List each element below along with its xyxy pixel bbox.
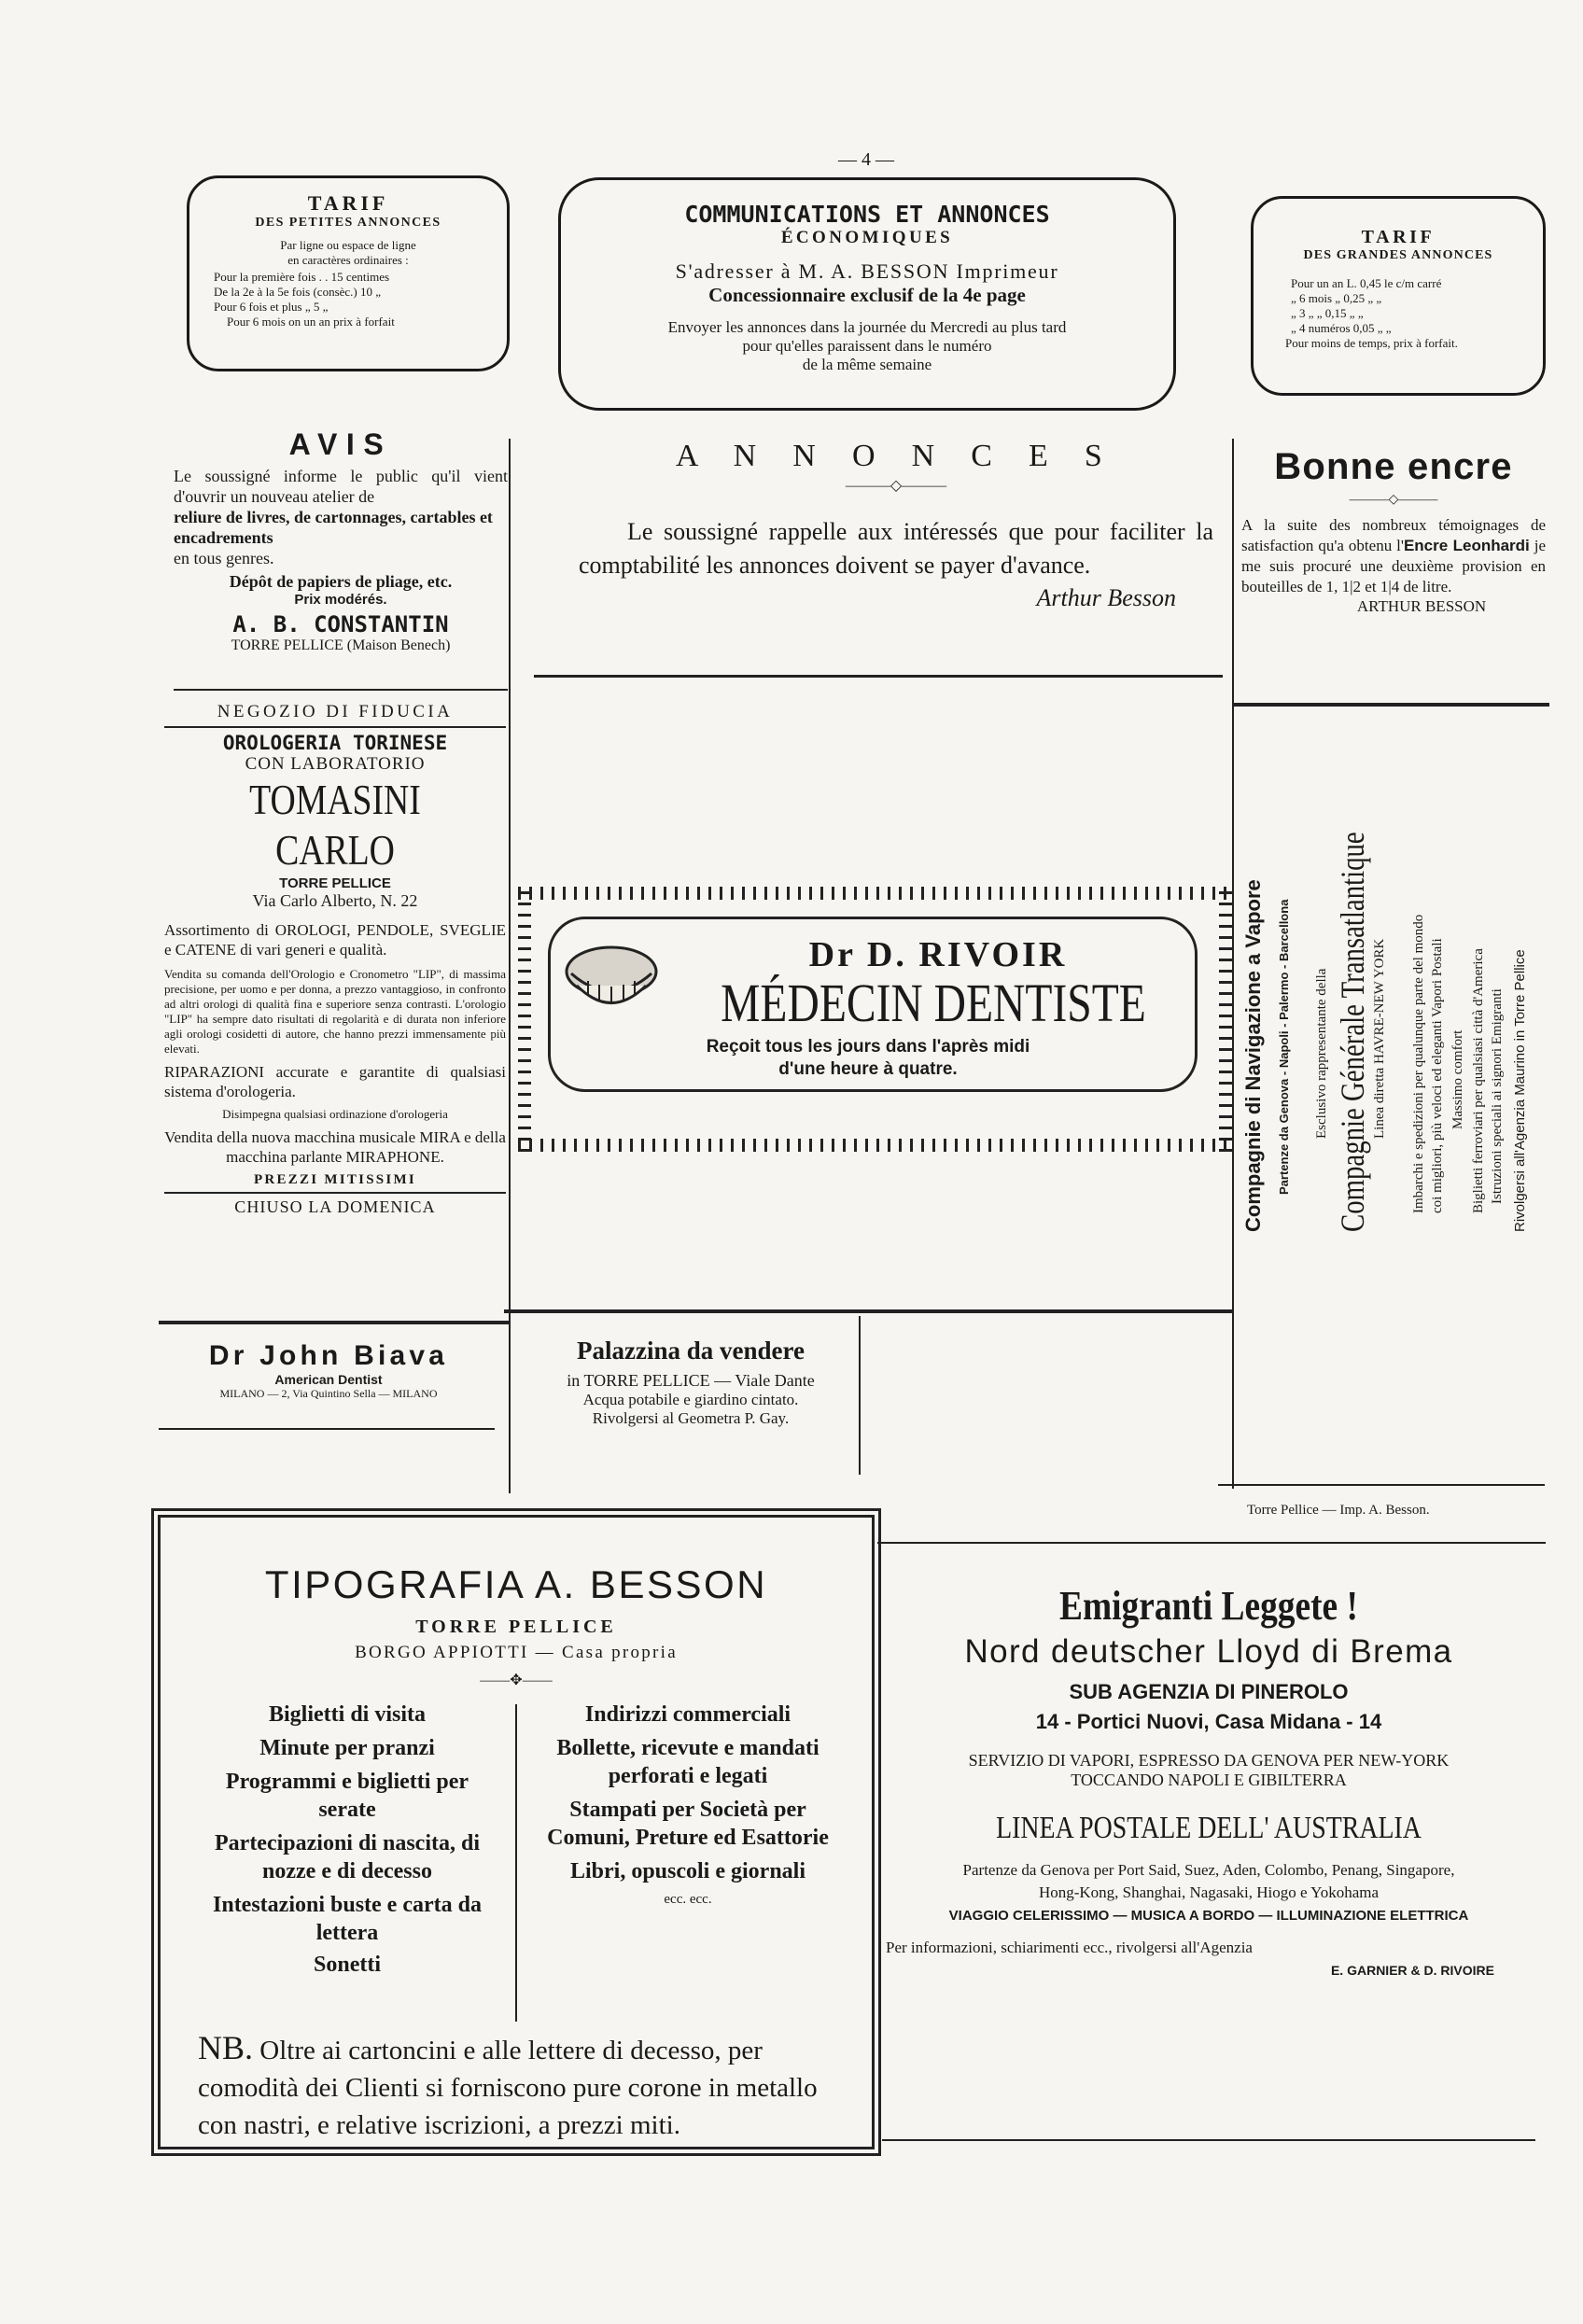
palazzina-title: Palazzina da vendere: [577, 1337, 805, 1365]
bonne-encre-brand: Encre Leonhardi: [1403, 537, 1530, 554]
divider-biava: [159, 1321, 510, 1324]
tipografia-divider: [515, 1704, 517, 2022]
emigranti-line3: 14 - Portici Nuovi, Casa Midana - 14: [1035, 1710, 1382, 1733]
orologeria-chiuso: CHIUSO LA DOMENICA: [234, 1197, 436, 1216]
orologeria-p5: Vendita della nuova macchina musicale MIRA e della macchina parlante MIRAPHONE.: [164, 1128, 506, 1166]
nav-col4: Compagnie Générale Transatlantique: [1334, 832, 1371, 1232]
tipografia-left: [198, 1701, 497, 1979]
palazzina-line3: Rivolgersi al Geometra P. Gay.: [592, 1409, 790, 1427]
tip-nb-text: Oltre ai cartoncini e alle lettere di decesso, per comodità dei Clienti si forniscono pure corone in metallo con nastri, e relative iscrizioni, a prezzi miti.: [198, 2036, 818, 2140]
tarif-grandes-row3: „ 3 „ „ 0,15 „ „: [1291, 306, 1364, 320]
communications-line3: Envoyer les annonces dans la journée du Mercredi au plus tard: [667, 318, 1067, 336]
orologeria-address: Via Carlo Alberto, N. 22: [252, 891, 418, 910]
palazzina-line2: Acqua potabile e giardino cintato.: [582, 1391, 799, 1408]
tip-nb-label: NB.: [198, 2029, 254, 2066]
rivoir-title: MÉDECIN DENTISTE: [721, 973, 1146, 1033]
tip-left2: Minute per pranzi: [259, 1736, 435, 1760]
nav-col2: Partenze da Genova - Napoli - Palermo - Barcellona: [1277, 899, 1291, 1195]
orologeria-name: OROLOGERIA TORINESE: [222, 732, 448, 754]
nav-col1: Compagnie di Navigazione a Vapore: [1241, 879, 1265, 1232]
nav-col7: coi migliori, più veloci ed eleganti Vapori Postali: [1430, 938, 1445, 1213]
orologeria-p2: Vendita su comanda dell'Orologio e Cronometro "LIP", di massima precisione, per uomo e per donna, a prezzo vantaggioso, in confronto ad altri orologi di qualità fina e superiore senza contrasti. L'orologio "LIP" ha sempre dato risultati di regolarità e di durata non inferiore agli orologi cosidetti di autore, che hanno prezzi immensamente più elevati.: [164, 967, 506, 1056]
tarif-grandes-row1: Pour un an L. 0,45 le c/m carré: [1291, 276, 1442, 290]
tarif-petites-box: [187, 175, 510, 371]
avis-text2: reliure de livres, de cartonnages, cartables et encadrements: [174, 508, 493, 547]
nav-col5: Linea diretta HAVRE-NEW YORK: [1372, 938, 1387, 1139]
communications-line2: Concessionnaire exclusif de la 4e page: [708, 284, 1026, 306]
bonne-encre-ad: [1241, 446, 1546, 616]
tip-left5: Intestazioni buste e carta da lettera: [213, 1893, 482, 1945]
annonces-title: A N N O N C E S: [675, 439, 1117, 473]
divider-annonces: [534, 675, 1223, 678]
orologeria-top: NEGOZIO DI FIDUCIA: [217, 702, 454, 721]
nav-col10: Istruzioni speciali ai signori Emigranti: [1490, 988, 1505, 1204]
orologeria-rule: [164, 726, 506, 728]
nav-col6: Imbarchi e spedizioni per qualunque parte del mondo: [1411, 914, 1426, 1213]
tarif-petites-line2: en caractères ordinaires :: [287, 253, 409, 267]
tip-right1: Indirizzi commerciali: [584, 1702, 792, 1727]
emigranti-line2: SUB AGENZIA DI PINEROLO: [1069, 1680, 1349, 1703]
divider-bonne-encre: [1232, 703, 1549, 707]
bonne-encre-text2: je me suis procuré une deuxième provision en bouteilles de 1, 1|2 et 1|4 de litre.: [1241, 537, 1546, 595]
avis-text4: Dépôt de papiers de pliage, etc.: [229, 572, 453, 591]
greek-key-bottom: [518, 1139, 1232, 1152]
nav-col8: Massimo comfort: [1450, 1029, 1465, 1129]
orologeria-city: TORRE PELLICE: [279, 875, 391, 891]
emigranti-line10: Per informazioni, schiarimenti ecc., rivolgersi all'Agenzia: [886, 1939, 1253, 1956]
orologeria-sub: CON LABORATORIO: [245, 754, 426, 774]
navigazione-ad: [1232, 737, 1549, 1241]
avis-title: AVIS: [288, 427, 393, 461]
emigranti-line5: TOCCANDO NAPOLI E GIBILTERRA: [1071, 1771, 1347, 1789]
bonne-encre-title: Bonne encre: [1274, 446, 1513, 487]
tipografia-right: [534, 1701, 842, 1913]
annonces-text: Le soussigné rappelle aux intéressés que pour faciliter la comptabilité les annonces doivent se payer d'avance.: [579, 518, 1213, 579]
rivoir-name: Dr D. RIVOIR: [808, 935, 1068, 974]
palazzina-line1: in TORRE PELLICE — Viale Dante: [567, 1371, 815, 1390]
bonne-encre-text1: A la suite des nombreux témoignages de satisfaction qu'a obtenu l': [1241, 516, 1546, 554]
tarif-petites-subtitle: DES PETITES ANNONCES: [255, 216, 441, 230]
tarif-grandes-row5: Pour moins de temps, prix à forfait.: [1285, 336, 1458, 350]
orologeria-prezzi: PREZZI MITISSIMI: [254, 1172, 416, 1187]
emigranti-line9: VIAGGIO CELERISSIMO — MUSICA A BORDO — ILLUMINAZIONE ELETTRICA: [948, 1908, 1469, 1924]
column-rule-left: [509, 439, 511, 1493]
emigranti-title: Emigranti Leggete !: [1059, 1583, 1358, 1629]
rivoir-line1: Reçoit tous les jours dans l'après midi: [706, 1037, 1030, 1057]
divider-biava-bottom: [159, 1428, 495, 1430]
tip-left3: Programmi e biglietti per serate: [225, 1770, 469, 1822]
emigranti-line6: LINEA POSTALE DELL' AUSTRALIA: [996, 1811, 1422, 1845]
emigranti-line11: E. GARNIER & D. RIVOIRE: [1330, 1963, 1494, 1978]
communications-line5: de la même semaine: [802, 356, 932, 373]
dentures-icon: [560, 934, 663, 1028]
tarif-petites-row1: Pour la première fois . . 15 centimes: [214, 270, 390, 284]
tarif-petites-row2: De la 2e à la 5e fois (consèc.) 10 „: [214, 285, 382, 299]
avis-prix: Prix modérés.: [294, 592, 387, 608]
communications-title: COMMUNICATIONS ET ANNONCES: [684, 201, 1050, 228]
orologeria-ad: [164, 702, 506, 1217]
emigranti-line7: Partenze da Genova per Port Said, Suez, Aden, Colombo, Penang, Singapore,: [962, 1861, 1455, 1879]
divider-avis: [174, 689, 508, 691]
tip-left1: Biglietti di visita: [269, 1702, 426, 1727]
tipografia-address: BORGO APPIOTTI — Casa propria: [355, 1643, 678, 1662]
tipografia-nb: [198, 2029, 851, 2144]
tipografia-city: TORRE PELLICE: [415, 1617, 617, 1637]
avis-ad: [174, 427, 508, 654]
orologeria-p1: Assortimento di OROLOGI, PENDOLE, SVEGLIE e CATENE di vari generi e qualità.: [164, 921, 506, 959]
rivoir-line2: d'une heure à quatre.: [778, 1059, 958, 1079]
biava-ad: [161, 1340, 497, 1401]
tip-right5: ecc. ecc.: [664, 1892, 712, 1907]
greek-key-left: [518, 887, 531, 1152]
nav-col9: Biglietti ferroviari per qualsiasi città d'America: [1471, 948, 1486, 1213]
annonces-signature: Arthur Besson: [1036, 584, 1176, 611]
palazzina-right-rule: [859, 1316, 861, 1475]
tip-right3: Stampati per Società per Comuni, Preture ed Esattorie: [547, 1798, 829, 1850]
avis-place: TORRE PELLICE (Maison Benech): [231, 637, 451, 653]
avis-text3: en tous genres.: [174, 549, 274, 567]
greek-key-right: [1219, 887, 1232, 1152]
avis-text1: Le soussigné informe le public qu'il vient d'ouvrir un nouveau atelier de: [174, 467, 508, 506]
communications-box: [558, 177, 1176, 411]
emigranti-line4: SERVIZIO DI VAPORI, ESPRESSO DA GENOVA PER NEW-YORK: [968, 1751, 1450, 1770]
communications-line4: pour qu'elles paraissent dans le numéro: [742, 337, 992, 355]
communications-subtitle: ÉCONOMIQUES: [780, 228, 954, 247]
emigranti-ad: [882, 1582, 1535, 1978]
divider-emigranti-bottom: [882, 2139, 1535, 2141]
tarif-grandes-row2: „ 6 mois „ 0,25 „ „: [1291, 291, 1382, 305]
tip-left4: Partecipazioni di nascita, di nozze e di decesso: [215, 1831, 480, 1883]
tipografia-frame: [151, 1508, 881, 2156]
page-number: — 4 —: [838, 149, 894, 170]
greek-key-top: [518, 887, 1232, 900]
tarif-petites-row4: Pour 6 mois on un an prix à forfait: [227, 315, 395, 329]
tarif-petites-row3: Pour 6 fois et plus „ 5 „: [214, 300, 329, 314]
bonne-encre-text: [1241, 515, 1546, 597]
orologeria-owner: TOMASINI CARLO: [249, 776, 421, 874]
avis-name: A. B. CONSTANTIN: [232, 611, 449, 637]
tarif-petites-line1: Par ligne ou espace de ligne: [280, 238, 416, 252]
tip-right4: Libri, opuscoli e giornali: [569, 1859, 806, 1883]
tipografia-title: TIPOGRAFIA A. BESSON: [264, 1562, 768, 1606]
divider-emigranti-top: [877, 1542, 1546, 1544]
tip-left6: Sonetti: [314, 1953, 381, 1977]
tarif-grandes-subtitle: DES GRANDES ANNONCES: [1303, 248, 1493, 262]
nav-col11: Rivolgersi all'Agenzia Maurino in Torre Pellice: [1512, 949, 1528, 1232]
orologeria-p3: RIPARAZIONI accurate e garantite di qualsiasi sistema d'orologeria.: [164, 1063, 506, 1100]
biava-address: MILANO — 2, Via Quintino Sella — MILANO: [219, 1387, 438, 1400]
bonne-encre-ornament: ———◇———: [1349, 493, 1438, 507]
tarif-grandes-box: [1251, 196, 1546, 396]
biava-name: Dr John Biava: [208, 1340, 449, 1371]
nav-col3: Esclusivo rappresentante della: [1314, 968, 1329, 1139]
biava-sub: American Dentist: [274, 1372, 383, 1387]
palazzina-ad: [523, 1337, 859, 1428]
tip-right2: Bollette, ricevute e mandati perforati e legati: [556, 1736, 820, 1788]
tarif-grandes-row4: „ 4 numéros 0,05 „ „: [1291, 321, 1392, 335]
tarif-petites-title: TARIF: [307, 191, 389, 215]
divider-imprint: [1218, 1484, 1545, 1486]
annonces-ornament: ———◇———: [845, 478, 947, 494]
emigranti-line8: Hong-Kong, Shanghai, Nagasaki, Hiogo e Yokohama: [1038, 1883, 1380, 1901]
tipografia-ornament: ——✥——: [480, 1673, 553, 1688]
rivoir-inner-frame: [548, 917, 1198, 1092]
imprint: Torre Pellice — Imp. A. Besson.: [1247, 1503, 1430, 1518]
annonces-ad: [579, 439, 1213, 612]
orologeria-p4: Disimpegna qualsiasi ordinazione d'orologeria: [222, 1107, 448, 1121]
emigranti-line1: Nord deutscher Lloyd di Brema: [964, 1633, 1453, 1670]
communications-line1: S'adresser à M. A. BESSON Imprimeur: [675, 259, 1059, 283]
orologeria-rule2: [164, 1192, 506, 1194]
divider-palazzina: [504, 1309, 1232, 1313]
tarif-grandes-title: TARIF: [1361, 227, 1436, 247]
bonne-encre-sign: ARTHUR BESSON: [1356, 597, 1487, 615]
rivoir-ad: [518, 887, 1232, 1152]
